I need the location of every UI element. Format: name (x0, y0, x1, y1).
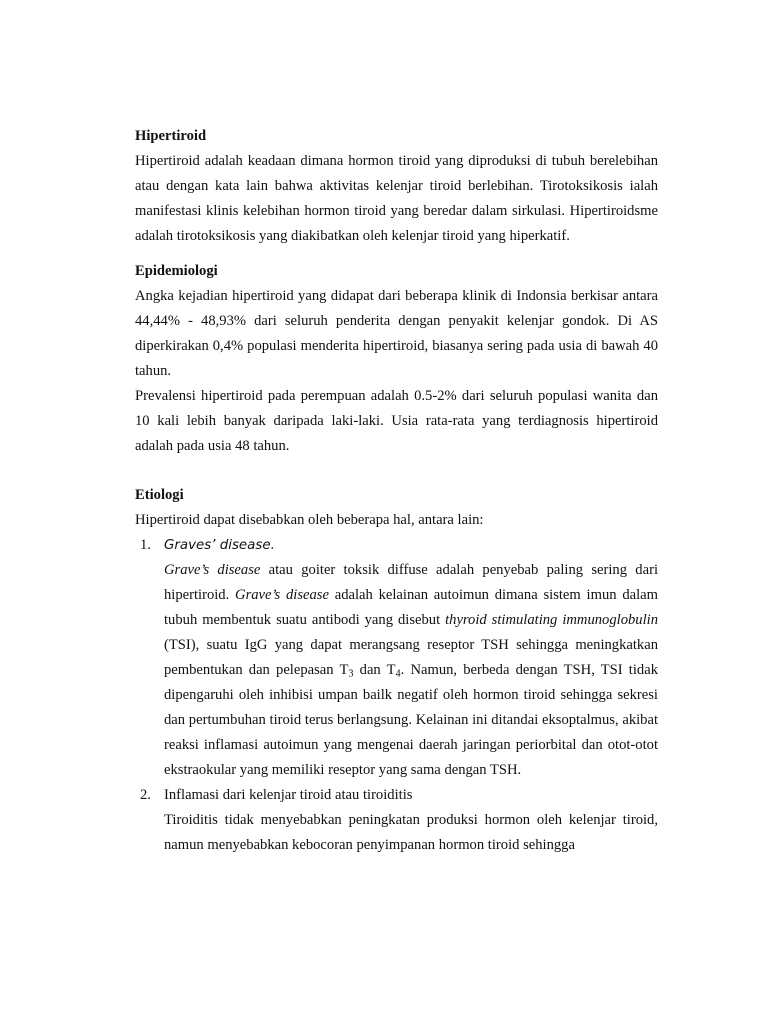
body-text: dan T (353, 662, 396, 678)
list-item-body (164, 558, 658, 783)
body-text: adalah kelainan autoimun dimana sistem imun dalam tubuh membentuk suatu antibodi yang disebut (164, 587, 658, 628)
subscript-4: 4 (395, 668, 401, 680)
list-item-title: Graves’ disease. (164, 538, 275, 553)
list-item (135, 533, 658, 783)
heading-epidemiologi: Epidemiologi (135, 263, 218, 279)
list-item-title: Inflamasi dari kelenjar tiroid atau tiroiditis (164, 787, 413, 803)
body-text: . Namun, berbeda dengan TSH, TSI tidak dipengaruhi oleh inhibisi umpan bailk negatif oleh hormon tiroid sehingga sekresi dan pertumbuhan tiroid terus berlangsung. Kelainan ini ditandai eksoptalmus, akibat reaksi inflamasi autoimun yang mengenai daerah jaringan periorbital dan otot-otot ekstraokular yang memiliki reseptor yang sama dengan TSH. (164, 662, 658, 778)
list-item-body (164, 808, 658, 858)
etiologi-list (135, 533, 658, 858)
term-graves-disease: Grave’s disease (235, 587, 329, 603)
paragraph-epidemiologi-1: Angka kejadian hipertiroid yang didapat dari beberapa klinik di Indonsia berkisar antara 44,44% - 48,93% dari seluruh penderita dengan penyakit kelenjar gondok. Di AS diperkirakan 0,4% populasi menderita hipertiroid, biasanya sering pada usia di bawah 40 tahun. (135, 288, 658, 379)
list-item-number: 1. (140, 537, 151, 553)
heading-hipertiroid: Hipertiroid (135, 128, 207, 144)
subscript-3: 3 (348, 668, 354, 680)
body-text: Tiroiditis tidak menyebabkan peningkatan produksi hormon oleh kelenjar tiroid, namun menyebabkan kebocoran penyimpanan hormon tiroid sehingga (164, 812, 658, 853)
paragraph-etiologi-intro: Hipertiroid dapat disebabkan oleh beberapa hal, antara lain: (135, 512, 484, 528)
paragraph-hipertiroid: Hipertiroid adalah keadaan dimana hormon tiroid yang diproduksi di tubuh berelebihan atau dengan kata lain bahwa aktivitas kelenjar tiroid berlebihan. Tirotoksikosis ialah manifestasi klinis kelebihan hormon tiroid yang beredar dalam sirkulasi. Hipertiroidsme adalah tirotoksikosis yang diakibatkan oleh kelenjar tiroid yang hiperkatif. (135, 153, 658, 244)
term-tsi: thyroid stimulating immunoglobulin (445, 612, 658, 628)
heading-etiologi: Etiologi (135, 487, 184, 503)
paragraph-epidemiologi-2: Prevalensi hipertiroid pada perempuan adalah 0.5-2% dari seluruh populasi wanita dan 10 kali lebih banyak daripada laki-laki. Usia rata-rata yang terdiagnosis hipertiroid adalah pada usia 48 tahun. (135, 388, 658, 454)
list-item-number: 2. (140, 787, 151, 803)
term-graves-disease: Grave’s disease (164, 562, 261, 578)
list-item (135, 783, 658, 858)
body-text: (TSI), suatu IgG yang dapat merangsang reseptor TSH sehingga meningkatkan pembentukan dan pelepasan T (164, 637, 658, 678)
body-text: atau goiter toksik diffuse adalah penyebab paling sering dari hipertiroid. (164, 562, 658, 603)
document-content (135, 124, 658, 858)
